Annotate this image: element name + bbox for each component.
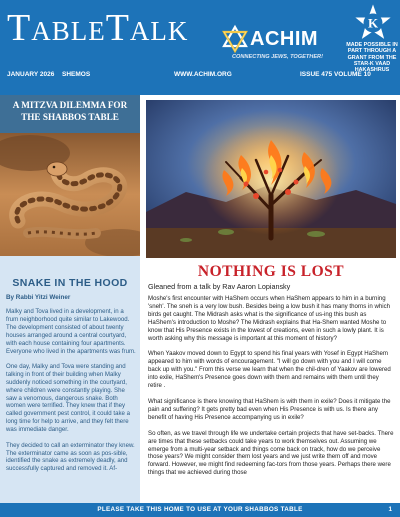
page-number: 1 — [388, 506, 392, 513]
grant-notice: MADE POSSIBLE IN PART THROUGH A GRANT FROM THE STAR-K VAAD HAKASHRUS — [346, 42, 398, 74]
snake-article-title: SNAKE IN THE HOOD — [12, 277, 128, 289]
snake-paragraph: One day, Malky and Tova were standing and talking in front of their building when Malky suddenly noticed something in the courtyard, where children were constantly playing. She saw a venomous, dangerous snake. Both women were terrified. They knew that if they called government pest control, it could take a long time for help to arrive, and they felt there was immediate danger. — [6, 362, 130, 434]
footer-message: PLEASE TAKE THIS HOME TO USE AT YOUR SHABBOS TABLE — [97, 506, 303, 513]
main-article-body — [148, 295, 394, 485]
parsha-name: SHEMOS — [62, 71, 91, 78]
snake-photo — [0, 133, 140, 256]
article-paragraph: Moshe's first encounter with HaShem occurs when HaShem appears to him in a burning 'sneh'. The sneh is a very low bush. Besides being a low bush it has many thorns in which birds get caught. The Midrash asks what is the significance of us-ing this bush as HaShem's introduction to Moshe? The Midrash explains that Ha-Shem wanted Moshe to know that His Presence exists in the lowest of creations, even in such a lowly plant. It is worth asking why this message is important at this moment of history? — [148, 295, 391, 342]
mitzva-dilemma-column — [0, 95, 140, 503]
seal-letter: K — [367, 15, 379, 31]
achim-name: ACHIM — [250, 28, 319, 50]
issue-info-bar — [0, 66, 400, 86]
masthead — [0, 0, 400, 95]
publication-title: TableTalk — [7, 7, 189, 49]
issue-number: ISSUE 475 VOLUME 10 — [300, 71, 371, 78]
main-article-title: NOTHING IS LOST — [197, 263, 345, 280]
burning-bush-illustration — [146, 100, 396, 258]
star-k-seal — [352, 2, 394, 44]
dilemma-header — [0, 95, 140, 133]
snake-paragraph: Malky and Tova lived in a development, in a frum neighborhood quite similar to Lakewood. The development consisted of about twenty houses arranged around a central courtyard, with each house containing four apartments. Everyone who lived in the apartments was frum. — [6, 308, 136, 355]
issue-date: JANUARY 2026 — [7, 71, 55, 78]
achim-tagline: CONNECTING JEWS, TOGETHER! — [232, 54, 323, 60]
article-paragraph: What significance is there knowing that HaShem is with them in exile? Does it mitigate the pain and suffering? It gets pretty bad even when His Presence is with us. Is there any benefit of having His Presence accompanying us in exile? — [148, 397, 391, 421]
main-article-credit: Gleaned from a talk by Rav Aaron Lopiansky — [148, 282, 291, 291]
snake-article-body — [6, 308, 136, 481]
kosher-seal-icon — [352, 2, 394, 44]
star-of-david-icon — [220, 24, 250, 54]
achim-logo — [220, 24, 337, 64]
snake-article-byline: By Rabbi Yitzi Weiner — [6, 294, 71, 301]
footer-bar — [0, 503, 400, 517]
snake-paragraph: They decided to call an exterminator they knew. The exterminator came as soon as pos-sible, identified the snake as extremely deadly, and successfully captured and removed it. Af- — [6, 441, 135, 473]
article-paragraph: So often, as we travel through life we undertake certain projects that have set-backs. There are times that these setbacks could take years to work themselves out. Assuming we emerge from a multi-year setback and things come back on track, how do we perceive those years? We might consider them lost years and we just write them off and move forward. However, we might find redeeming fac-tors from those years. Perhaps there were things that we achieved during those — [148, 429, 394, 477]
article-paragraph: When Yaakov moved down to Egypt to spend his final years with Yosef in Egypt HaShem appeared to him with words of encouragement. "I will go down with you and I will come back up with you." From this verse we learn that when the chil-dren of Yaakov are lowered into exile, HaShem's Presence goes down with them and remains with them until they retire . — [148, 350, 391, 390]
website-link[interactable]: WWW.ACHIM.ORG — [174, 71, 232, 78]
dilemma-header-title: A MITZVA DILEMMA FOR THE SHABBOS TABLE — [12, 100, 128, 122]
